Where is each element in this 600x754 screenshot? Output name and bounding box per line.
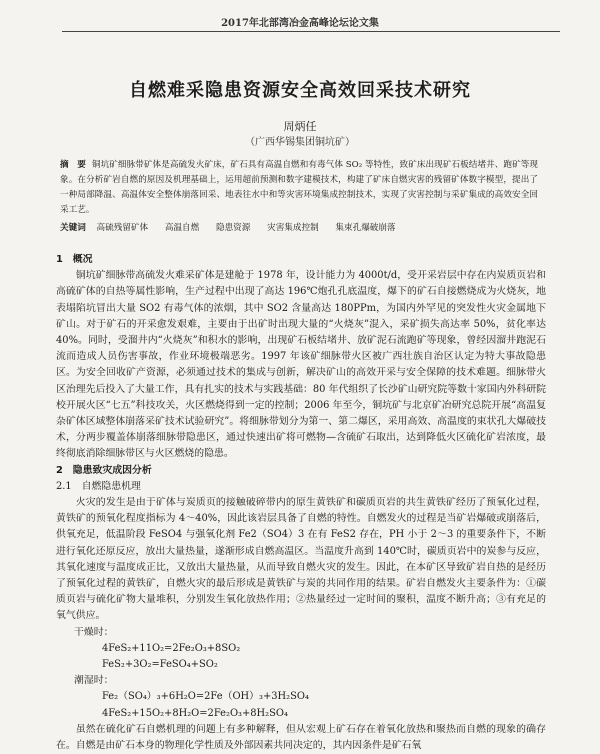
running-head: 2017年北部湾冶金高峰论坛论文集 [221, 18, 379, 29]
subsection-heading-2-1: 2.1 自燃隐患机理 [56, 480, 141, 492]
keyword: 集束孔爆破崩落 [335, 223, 396, 233]
keyword: 灾害集成控制 [267, 223, 319, 233]
author: 周炳任 [283, 120, 317, 133]
keyword: 隐患资源 [215, 223, 251, 233]
header-rule [62, 31, 560, 32]
abstract [60, 158, 538, 218]
paragraph-mechanism: 火灾的发生是由于矿体与炭质页的接触破碎带内的原生黄铁矿和碳质页岩的共生黄铁矿经历了预氧化过程，黄铁矿的预氧化程度指标为 4～40%，因此该岩层具备了自燃的特性。自燃发火的过程是当矿岩爆破或崩落后，供氧充足，低温阶段 FeSO4 与强氧化剂 Fe2（SO4）3 在有 FeS2 存在，PH 小于 2～3 的重要条件下，不断进行氧化还原反应，放出大量热量，遂渐形成自燃高温区。当温度升高到 140℃时，碳质页岩中的炭参与反应，其氧化速度与温度成正比，又放出大量热量，从而导致自燃火灾的发生。因此，在本矿区导致矿岩自热的是经历了预氧化过程的黄铁矿，自燃火灾的最后形成是黄铁矿与炭的共同作用的结果。矿岩自燃发火主要条件为：①碳质页岩与硫化矿物大量堆积，分别发生氧化放热作用；②热量经过一定时间的聚积，温度不断升高；③有充足的氧气供应。 [56, 497, 546, 622]
reaction-dry-2: FeS₂+3O₂=FeSO₄+SO₂ [102, 659, 218, 671]
keyword: 高温自燃 [164, 223, 200, 233]
section-heading-2: 2 隐患致灾成因分析 [56, 464, 152, 476]
section-heading-1: 1 概况 [56, 254, 93, 265]
affiliation: （广西华锡集团铜坑矿） [245, 137, 355, 148]
reaction-dry-1: 4FeS₂+11O₂=2Fe₂O₃+8SO₂ [102, 642, 241, 654]
paragraph-continuation: 虽然在硫化矿石自燃机理的问题上有多种解释，但从宏观上矿石存在着氧化放热和聚热而自燃的现象的确存在。自燃是由矿石本身的物理化学性质及外部因素共同决定的，其内因条件是矿石氧 [56, 723, 546, 752]
keywords-label: 关键词 [60, 223, 86, 233]
body-text [56, 252, 546, 754]
abstract-label: 摘 要 [60, 160, 86, 170]
keyword: 高硫残留矿体 [96, 223, 149, 233]
reaction-wet-2: 4FeS₂+15O₂+8H₂O=2Fe₂O₃+8H₂SO₄ [102, 707, 288, 719]
wet-label: 潮湿时： [74, 675, 114, 687]
paper-title: 自燃难采隐患资源安全高效回采技术研究 [129, 80, 471, 101]
dry-label: 干燥时： [74, 626, 114, 638]
paragraph-overview: 铜坑矿细脉带高硫发火难采矿体是建舱于 1978 年，设计能力为 4000t/d，受开采岩层中存在内炭质页岩和高硫矿体的自热等属性影响，生产过程中出现了高达 196℃炮孔孔底温度，爆下的矿石自接燃烧成为火烧灰，地表塌陷坑冒出大量 SO2 有毒气体的浓烟，其中 SO2 含量高达 180PPm，为国内外罕见的突发性火灾金属地下矿山。对于矿石的开采愈发艰难，主要由于出矿时出现大量的“火烧灰”混入，采矿损失高达率 50%，贫化率达 40%。同时，受溜井内“火烧灰”和积水的影响，出现矿石板结堵井、放矿泥石流跑矿等现象，曾经因溜井跑泥石流而造成人员伤害事故，作业环境极端恶劣。1997 年该矿细脉带火区被广西壮族自治区认定为特大事故隐患区。为安全回收矿产资源，必须通过技术的集成与创新，解决矿山的高效开采与安全保障的技术难题。细脉带火区治理先后投入了大量工作，具有扎实的技术与实践基础：80 年代组织了长沙矿山研究院等数十家国内外科研院校开展火区“七五”科技攻关，火区燃烧得到一定的控制；2006 年至今，铜坑矿与北京矿冶研究总院开展“高温复杂矿体区域整体崩落采矿技术试验研究”。将细脉带划分为第一、第二爆区，采用高效、高温度的束状孔大爆破技术，分两步覆盖体崩落细脉带隐患区，通过快速出矿将可燃物—含硫矿石取出，达到降低火区硫化矿岩浓度，最终彻底消除细脉带区与火区燃烧的隐患。 [56, 270, 546, 460]
abstract-text: 铜坑矿细脉带矿体是高硫发火矿床，矿石具有高温自燃和有毒气体 SO₂ 等特性，致矿床出现矿石板结堵井、跑矿等现象。在分析矿岩自燃的原因及机理基础上，运用超前预测和数字建模技术，构建了矿床自燃灾害的残留矿体数字模型，提出了一种局部降温、高温体安全整体崩落回采、地表往水中和等灾害环境集成控制技术，实现了灾害控制与采矿集成的高效安全回采工艺。 [60, 160, 538, 215]
reaction-wet-1: Fe₂（SO₄）₃+6H₂O=2Fe（OH）₃+3H₂SO₄ [102, 691, 309, 703]
keywords [60, 221, 410, 233]
